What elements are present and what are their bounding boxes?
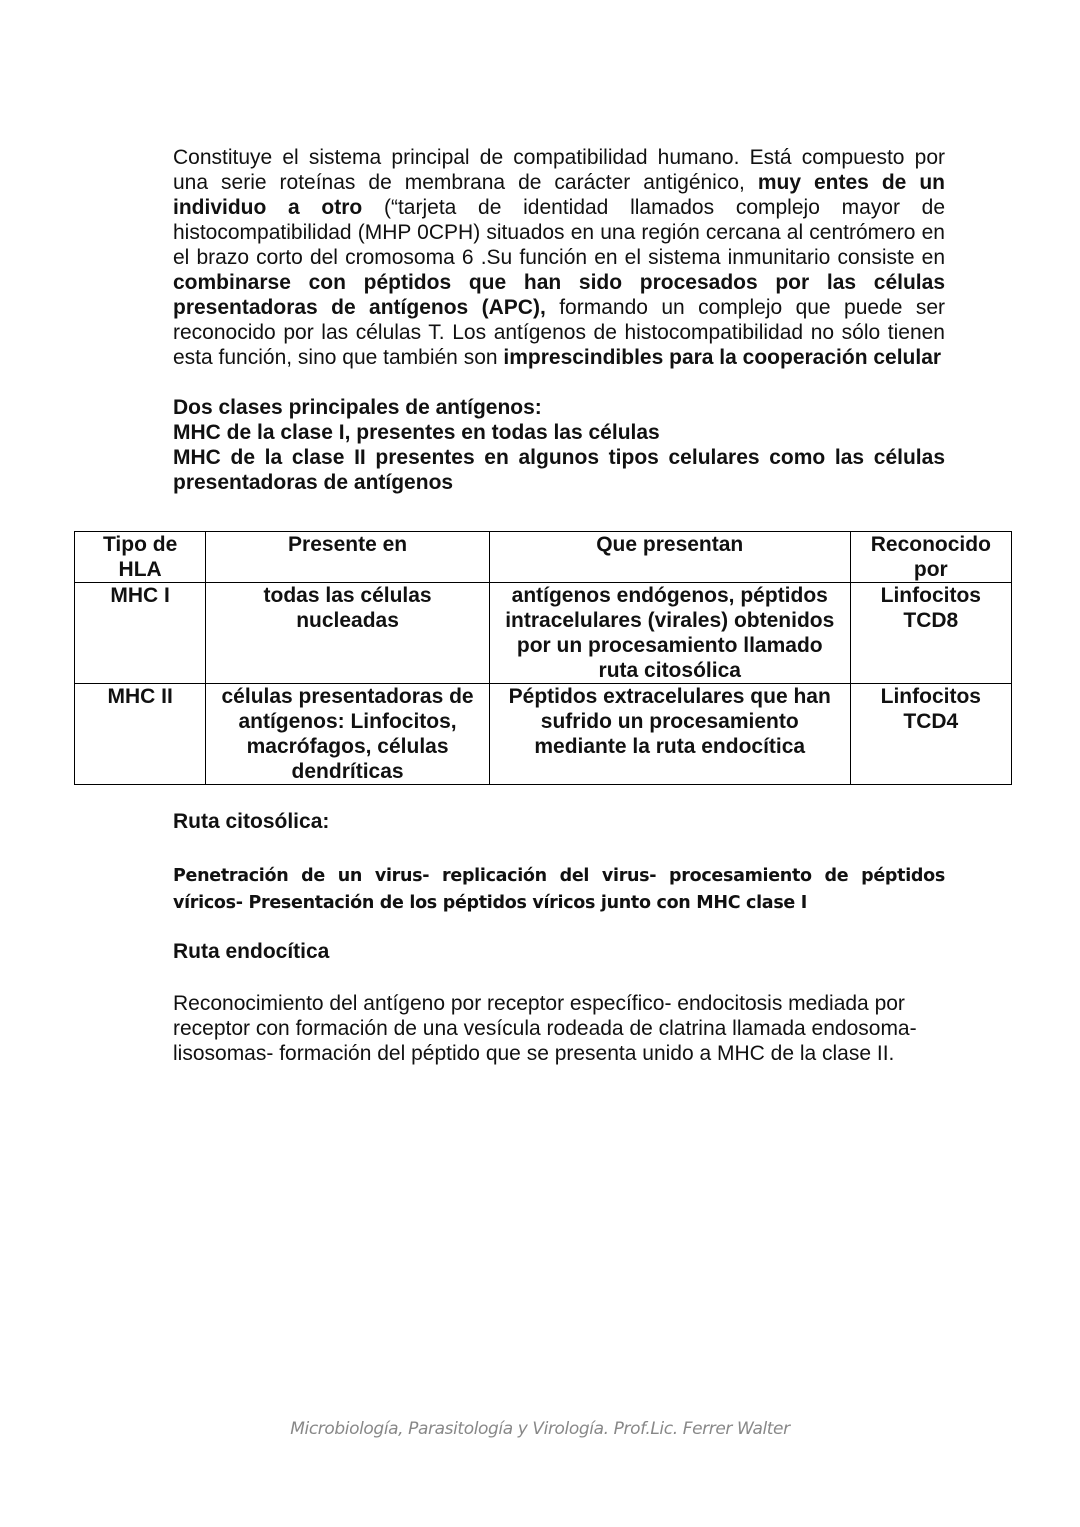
table-cell: Linfocitos TCD8: [850, 583, 1011, 684]
citosolica-text: Penetración de un virus- replicación del virus- procesamiento de péptidos víricos- Presentación de los péptidos víricos junto con MHC clase I: [173, 866, 945, 913]
page-footer: Microbiología, Parasitología y Virología. Prof.Lic. Ferrer Walter: [290, 1419, 790, 1439]
table-header-row: [75, 532, 1012, 583]
table-cell: Linfocitos TCD4: [850, 684, 1011, 785]
table-cell: MHC I: [75, 583, 206, 684]
intro-text-3: formando un complejo que puede ser reconocido por las células T. Los antígenos de histocompatibilidad no sólo tienen esta función, sino que también son: [173, 296, 945, 369]
header-reconocido: Reconocido por: [850, 532, 1011, 583]
intro-bold-2: combinarse con péptidos que han sido procesados por las células presentadoras de antígenos (APC),: [173, 271, 945, 319]
classes-block: [173, 395, 945, 495]
endocitica-text: Reconocimiento del antígeno por receptor específico- endocitosis mediada por receptor con formación de una vesícula rodeada de clatrina llamada endosoma-lisosomas- formación del péptido que se presenta unido a MHC de la clase II.: [173, 992, 917, 1065]
table-cell: Péptidos extracelulares que han sufrido un procesamiento mediante la ruta endocítica: [489, 684, 850, 785]
intro-bold-1: muy entes de un individuo a otro: [173, 171, 945, 219]
intro-paragraph: [173, 145, 945, 370]
endocitica-title: Ruta endocítica: [173, 940, 330, 963]
header-presente: Presente en: [206, 532, 490, 583]
hla-table: [74, 531, 1012, 785]
intro-text-1: Constituye el sistema principal de compatibilidad humano. Está compuesto por una serie roteínas de membrana de carácter antigénico,: [173, 146, 945, 194]
table-cell: MHC II: [75, 684, 206, 785]
class-two-line: MHC de la clase II presentes en algunos tipos celulares como las células presentadoras de antígenos: [173, 446, 945, 494]
intro-bold-3: imprescindibles para la cooperación celular: [503, 346, 942, 369]
class-one-line: MHC de la clase I, presentes en todas las células: [173, 421, 660, 444]
table-cell: todas las células nucleadas: [206, 583, 490, 684]
table-cell: antígenos endógenos, péptidos intracelulares (virales) obtenidos por un procesamiento llamado ruta citosólica: [489, 583, 850, 684]
table-row: [75, 583, 1012, 684]
header-presentan: Que presentan: [489, 532, 850, 583]
citosolica-title: Ruta citosólica:: [173, 810, 330, 833]
intro-text-2: (“tarjeta de identidad llamados complejo mayor de histocompatibilidad (MHP 0CPH) situados en una región cercana al centrómero en el brazo corto del cromosoma 6 .Su función en el sistema inmunitario consiste en: [173, 196, 946, 269]
table-row: [75, 684, 1012, 785]
header-tipo: Tipo de HLA: [75, 532, 206, 583]
classes-heading: Dos clases principales de antígenos:: [173, 396, 542, 419]
table-cell: células presentadoras de antígenos: Linfocitos, macrófagos, células dendríticas: [206, 684, 490, 785]
